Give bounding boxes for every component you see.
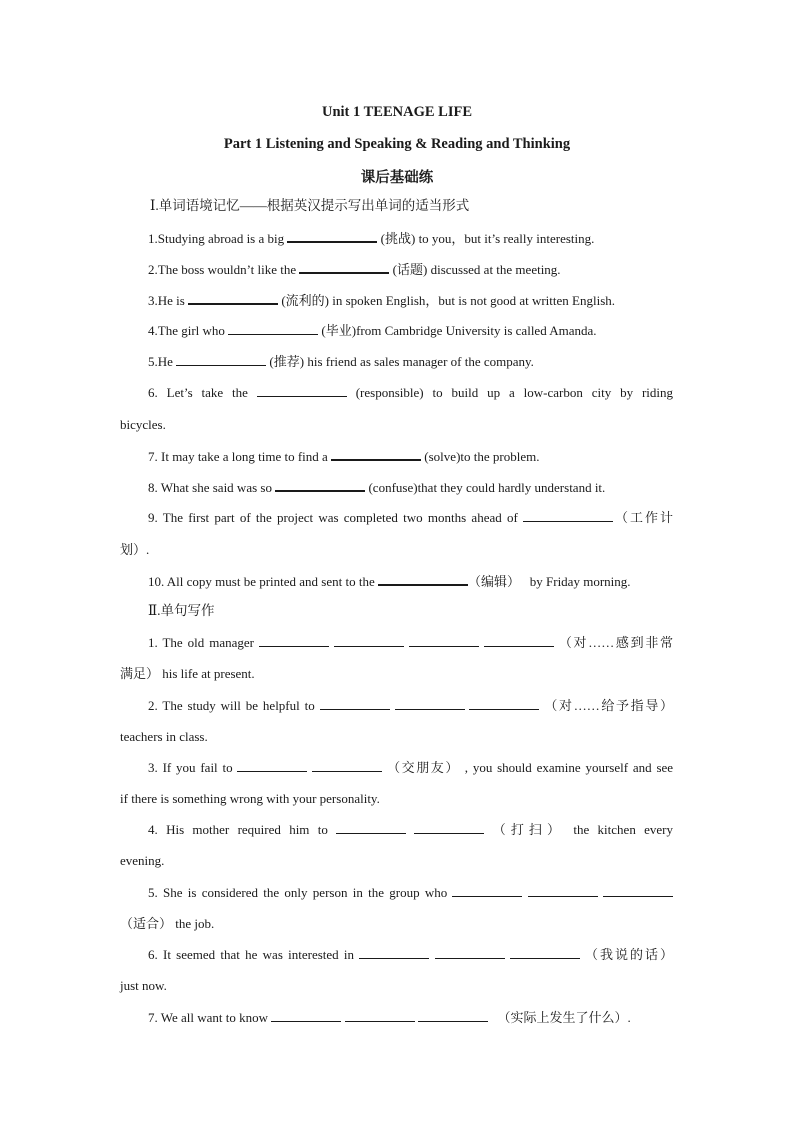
answer-blank[interactable] (418, 1010, 488, 1022)
s2-question-2: 2. The study will be helpful to （对……给予指导） (148, 698, 673, 713)
answer-blank[interactable] (237, 760, 307, 772)
section1-label: Ⅰ.单词语境记忆——根据英汉提示写出单词的适当形式 (150, 198, 470, 213)
answer-blank[interactable] (528, 885, 598, 897)
s1-question-9: 9. The first part of the project was completed two months ahead of （工作计 (148, 510, 674, 525)
part-title: Part 1 Listening and Speaking & Reading and Thinking (223, 136, 571, 152)
answer-blank[interactable] (336, 822, 406, 834)
answer-blank[interactable] (484, 635, 554, 647)
answer-blank[interactable] (331, 448, 421, 461)
s2-question-3-cont: if there is something wrong with your personality. (120, 791, 380, 806)
s1-question-10: 10. All copy must be printed and sent to the （编辑） by Friday morning. (148, 574, 631, 589)
unit-title: Unit 1 TEENAGE LIFE (321, 104, 472, 120)
s2-question-7: 7. We all want to know （实际上发生了什么）. (148, 1010, 631, 1025)
answer-blank[interactable] (271, 1010, 341, 1022)
s2-question-4-cont: evening. (120, 853, 165, 868)
answer-blank[interactable] (275, 479, 365, 492)
s2-question-3: 3. If you fail to （交朋友） , you should examine yourself and see (148, 760, 674, 775)
answer-blank[interactable] (409, 635, 479, 647)
answer-blank[interactable] (257, 385, 347, 397)
answer-blank[interactable] (523, 510, 613, 522)
answer-blank[interactable] (188, 292, 278, 305)
s2-question-2-cont: teachers in class. (120, 729, 208, 744)
s1-question-6-cont: bicycles. (120, 417, 166, 432)
s1-question-5: 5.He (推荐) his friend as sales manager of the company. (148, 354, 534, 369)
answer-blank[interactable] (378, 573, 468, 586)
s2-question-6: 6. It seemed that he was interested in （我说的话） (148, 947, 673, 962)
answer-blank[interactable] (334, 635, 404, 647)
s1-question-1: 1.Studying abroad is a big (挑战) to you，but it’s really interesting. (148, 231, 595, 246)
answer-blank[interactable] (228, 323, 318, 335)
answer-blank[interactable] (287, 230, 377, 243)
answer-blank[interactable] (312, 760, 382, 772)
answer-blank[interactable] (510, 947, 580, 959)
answer-blank[interactable] (395, 698, 465, 710)
s1-question-4: 4.The girl who (毕业)from Cambridge University is called Amanda. (148, 323, 597, 338)
answer-blank[interactable] (414, 822, 484, 834)
s1-question-3: 3.He is (流利的) in spoken English，but is not good at written English. (148, 293, 616, 308)
answer-blank[interactable] (320, 698, 390, 710)
answer-blank[interactable] (359, 947, 429, 959)
s1-question-7: 7. It may take a long time to find a (solve)to the problem. (148, 449, 540, 464)
s2-question-6-cont: just now. (120, 978, 167, 993)
answer-blank[interactable] (345, 1010, 415, 1022)
answer-blank[interactable] (469, 698, 539, 710)
s1-question-6: 6. Let’s take the (responsible) to build up a low-carbon city by riding (148, 385, 674, 400)
s1-question-9-cont: 划）. (120, 542, 150, 557)
section2-label: Ⅱ.单句写作 (148, 603, 215, 618)
answer-blank[interactable] (259, 635, 329, 647)
s1-question-2: 2.The boss wouldn’t like the (话题) discussed at the meeting. (148, 262, 561, 277)
s1-question-8: 8. What she said was so (confuse)that they could hardly understand it. (148, 480, 606, 495)
answer-blank[interactable] (299, 261, 389, 274)
answer-blank[interactable] (435, 947, 505, 959)
answer-blank[interactable] (452, 885, 522, 897)
s2-question-1: 1. The old manager （对……感到非常 (148, 635, 674, 650)
answer-blank[interactable] (603, 885, 673, 897)
s2-question-1-cont: 满足） his life at present. (120, 666, 255, 681)
s2-question-5-cont: （适合） the job. (120, 916, 215, 931)
section-heading: 课后基础练 (360, 170, 434, 186)
answer-blank[interactable] (176, 354, 266, 366)
s2-question-5: 5. She is considered the only person in the group who (148, 885, 673, 901)
s2-question-4: 4. His mother required him to （打扫） the kitchen every (148, 822, 673, 837)
